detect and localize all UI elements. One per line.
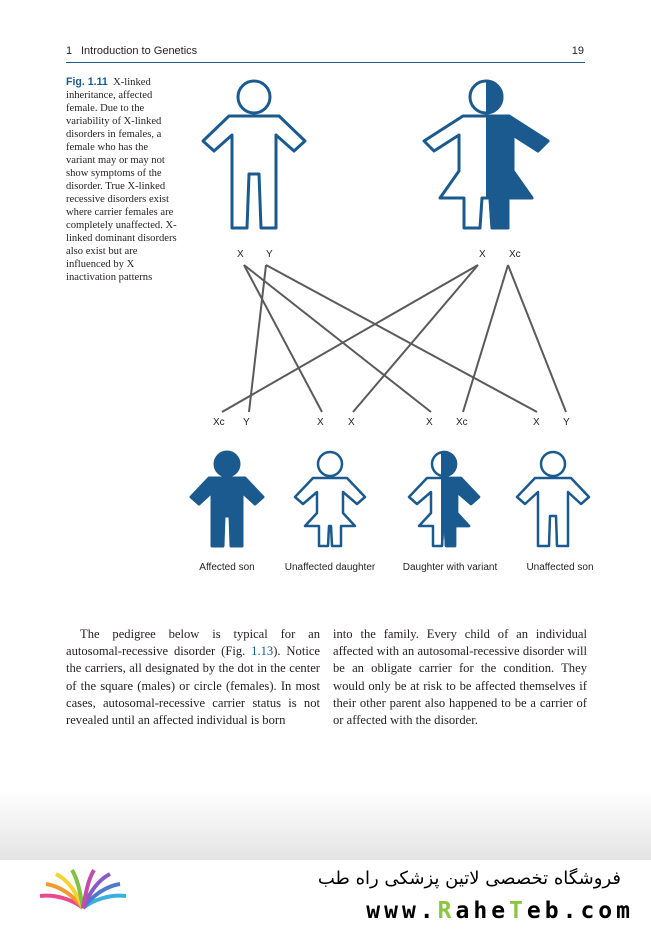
allele-lines (222, 265, 566, 412)
child1-allele-y: Y (243, 417, 250, 428)
child4-allele-x: X (533, 417, 540, 428)
mother-allele-xc: Xc (509, 249, 521, 260)
child4-allele-y: Y (563, 417, 570, 428)
mother-figure (424, 81, 548, 228)
chapter-number: 1 (66, 45, 73, 57)
affected-son-label: Affected son (199, 562, 255, 573)
unaffected-son-label: Unaffected son (526, 562, 594, 573)
child3-allele-x: X (426, 417, 433, 428)
father-allele-y: Y (266, 249, 273, 260)
affected-son-figure (191, 452, 263, 546)
page-number: 19 (571, 45, 584, 57)
url-part-eb: eb (526, 898, 563, 924)
url-letter-r: R (437, 898, 456, 924)
father-allele-x: X (237, 249, 244, 260)
daughter-with-variant-label: Daughter with variant (402, 562, 498, 573)
url-prefix: www. (366, 898, 438, 924)
store-name-persian: فروشگاه تخصصی لاتین پزشکی راه طب (317, 868, 621, 889)
store-website-url[interactable] (366, 898, 634, 924)
body-text-3: into the family. Every child of an individual affected with an autosomal-recessive disorder will be an obligate carrier for the condition. They would only be at risk to be affected themselves if their other parent also happened to be a carrier of or affected with the disorder. (333, 627, 587, 728)
page-fade (0, 790, 651, 860)
chapter-title: Introduction to Genetics (81, 45, 198, 57)
child1-allele-xc: Xc (213, 417, 225, 428)
body-column-right (333, 626, 587, 729)
child3-allele-xc: Xc (456, 417, 468, 428)
figure-reference-link[interactable]: 1.13 (251, 644, 274, 659)
body-text-1: The pedigree below is typical for an autosomal-recessive disorder (Fig. (66, 627, 320, 659)
mother-allele-x: X (479, 249, 486, 260)
figure-caption-text: X-linked inheritance, affected female. Due to the variability of X-linked disorders in females, a female who has the variant may or may not show symptoms of the disorder. True X-linked recessive disorders exist where carrier females are completely unaffected. X-linked dominant disorders also exist but are influenced by X inactivation patterns (66, 77, 177, 283)
child2-allele-x2: X (348, 417, 355, 428)
father-figure (203, 81, 305, 228)
body-text-2: ). Notice the carriers, all designated by the dot in the center of the square (males) or circle (females). In most cases, autosomal-recessive carrier status is not revealed until an affected individual is born (66, 644, 320, 728)
url-suffix: .com (562, 898, 634, 924)
url-part-ahe: ahe (455, 898, 510, 924)
unaffected-daughter-figure (295, 452, 365, 546)
body-column-left (66, 626, 320, 729)
child2-allele-x1: X (317, 417, 324, 428)
daughter-with-variant-figure (409, 452, 479, 546)
open-book-logo-icon (38, 866, 128, 916)
figure-label: Fig. 1.11 (66, 76, 108, 88)
unaffected-daughter-label: Unaffected daughter (284, 562, 376, 573)
unaffected-son-figure (517, 452, 589, 546)
url-letter-t: T (509, 898, 527, 924)
